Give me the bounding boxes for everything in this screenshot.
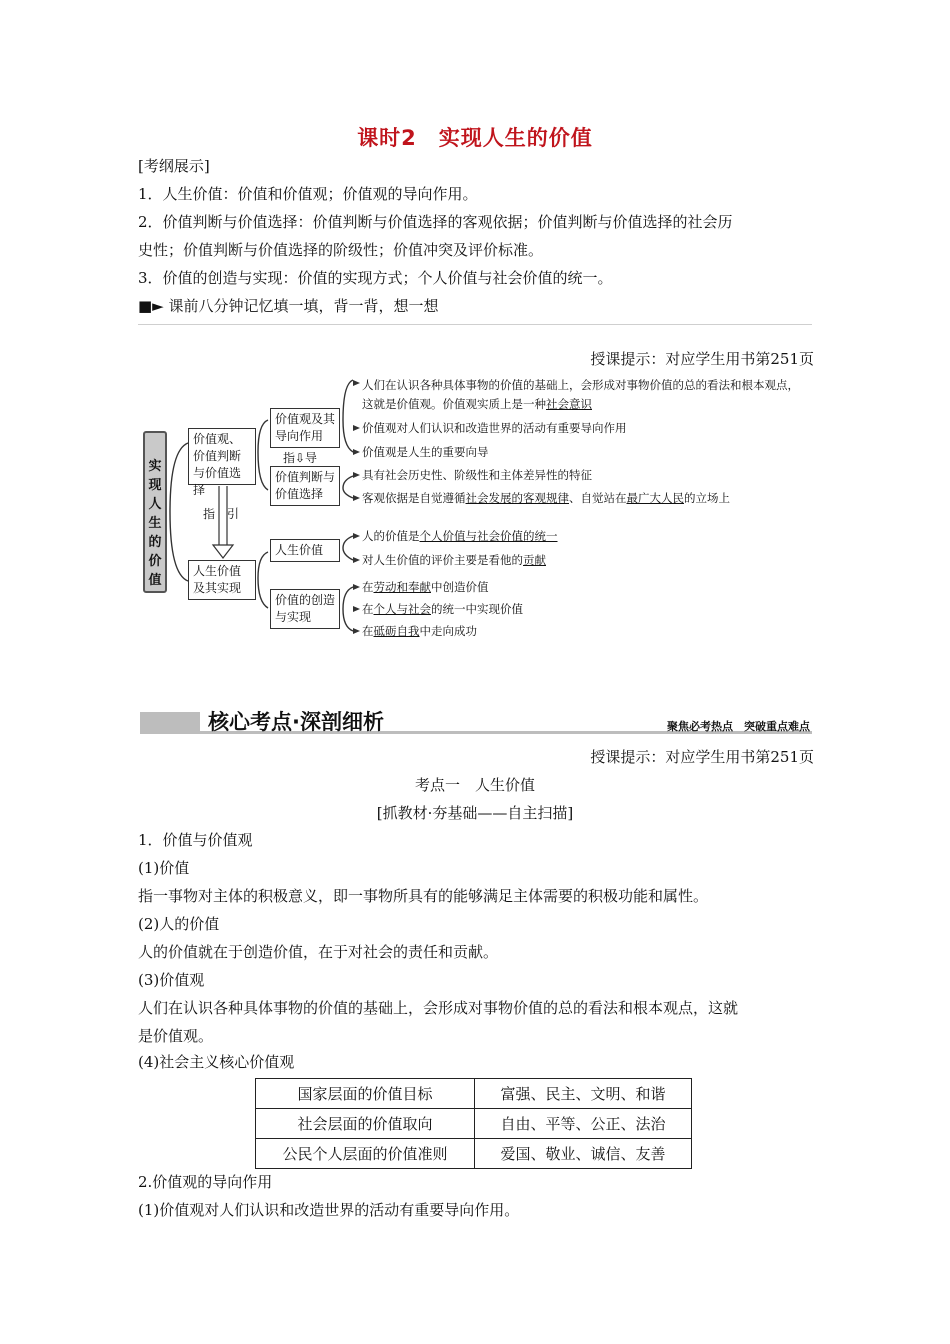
teaching-hint: 授课提示：对应学生用书第251页 bbox=[590, 350, 814, 368]
mindmap-leaf: 在个人与社会的统一中实现价值 bbox=[362, 602, 523, 616]
page-title: 课时2 实现人生的价值 bbox=[357, 126, 593, 150]
mindmap-leaf: 在砥砺自我中走向成功 bbox=[362, 624, 477, 638]
mindmap-leaf: 在劳动和奉献中创造价值 bbox=[362, 580, 489, 594]
table-cell: 国家层面的价值目标 bbox=[256, 1079, 475, 1109]
mindmap-leaf: 价值观对人们认识和改造世界的活动有重要导向作用 bbox=[362, 421, 627, 435]
mindmap-leaf: 这就是价值观。价值观实质上是一种社会意识 bbox=[362, 397, 592, 411]
table-row bbox=[256, 1109, 692, 1139]
sub-heading: [抓教材·夯基础——自主扫描] bbox=[376, 804, 574, 822]
mindmap-branch-values: 价值观、价值判断与价值选择 bbox=[188, 428, 256, 485]
mindmap-branch-life-value: 人生价值及其实现 bbox=[188, 560, 256, 600]
mindmap-leaf: 客观依据是自觉遵循社会发展的客观规律、自觉站在最广大人民的立场上 bbox=[362, 491, 730, 505]
mindmap-guide-label: 指 引 bbox=[203, 507, 240, 521]
mindmap-leaf: 价值观是人生的重要向导 bbox=[362, 445, 489, 459]
mindmap-leaf: 人的价值是个人价值与社会价值的统一 bbox=[362, 529, 558, 543]
outline-heading: [考纲展示] bbox=[138, 157, 210, 175]
outline-item-2: 2．价值判断与价值选择：价值判断与价值选择的客观依据；价值判断与价值选择的社会历 bbox=[138, 213, 733, 231]
body-line: 2.价值观的导向作用 bbox=[138, 1173, 273, 1191]
mindmap-leaf: 具有社会历史性、阶级性和主体差异性的特征 bbox=[362, 468, 592, 482]
mindmap-root: 实现人生的价值 bbox=[143, 431, 167, 593]
table-cell: 爱国、敬业、诚信、友善 bbox=[475, 1139, 692, 1169]
section-banner-bar bbox=[140, 712, 200, 732]
body-line: (1)价值 bbox=[138, 859, 190, 877]
teaching-hint-2: 授课提示：对应学生用书第251页 bbox=[590, 748, 814, 766]
body-line: 是价值观。 bbox=[138, 1027, 214, 1045]
body-line: 人的价值就在于创造价值，在于对社会的责任和贡献。 bbox=[138, 943, 499, 961]
mindmap-node-judgment: 价值判断与价值选择 bbox=[270, 466, 340, 506]
table-row bbox=[256, 1139, 692, 1169]
body-line: (2)人的价值 bbox=[138, 915, 220, 933]
outline-item-3: 3．价值的创造与实现：价值的实现方式；个人价值与社会价值的统一。 bbox=[138, 269, 613, 287]
core-values-table bbox=[255, 1078, 692, 1169]
table-cell: 公民个人层面的价值准则 bbox=[256, 1139, 475, 1169]
mindmap-node-creation: 价值的创造与实现 bbox=[270, 589, 340, 629]
body-line: 1．价值与价值观 bbox=[138, 831, 253, 849]
body-line: 指一事物对主体的积极意义，即一事物所具有的能够满足主体需要的积极功能和属性。 bbox=[138, 887, 709, 905]
mindmap-node-life-value: 人生价值 bbox=[270, 539, 340, 562]
pre-class-label: ■► 课前八分钟记忆填一填，背一背，想一想 bbox=[138, 297, 439, 315]
body-line: (4)社会主义核心价值观 bbox=[138, 1053, 295, 1071]
table-row bbox=[256, 1079, 692, 1109]
body-line: (3)价值观 bbox=[138, 971, 205, 989]
outline-item-2-cont: 史性；价值判断与价值选择的阶级性；价值冲突及评价标准。 bbox=[138, 241, 544, 259]
table-cell: 富强、民主、文明、和谐 bbox=[475, 1079, 692, 1109]
mindmap-leaf: 人们在认识各种具体事物的价值的基础上，会形成对事物价值的总的看法和根本观点， bbox=[362, 378, 799, 392]
section-banner-tagline: 聚焦必考热点 突破重点难点 bbox=[667, 720, 810, 733]
kaodian-title: 考点一 人生价值 bbox=[414, 776, 535, 794]
mindmap-node-arrow: 指⇩导 bbox=[283, 451, 318, 465]
mindmap-leaf: 对人生价值的评价主要是看他的贡献 bbox=[362, 553, 546, 567]
mindmap-node-values-guide: 价值观及其导向作用 bbox=[270, 408, 340, 448]
body-line: (1)价值观对人们认识和改造世界的活动有重要导向作用。 bbox=[138, 1201, 520, 1219]
outline-item-1: 1．人生价值：价值和价值观；价值观的导向作用。 bbox=[138, 185, 478, 203]
table-cell: 社会层面的价值取向 bbox=[256, 1109, 475, 1139]
table-cell: 自由、平等、公正、法治 bbox=[475, 1109, 692, 1139]
body-line: 人们在认识各种具体事物的价值的基础上，会形成对事物价值的总的看法和根本观点，这就 bbox=[138, 999, 739, 1017]
section-banner-title: 核心考点·深剖细析 bbox=[208, 710, 384, 734]
